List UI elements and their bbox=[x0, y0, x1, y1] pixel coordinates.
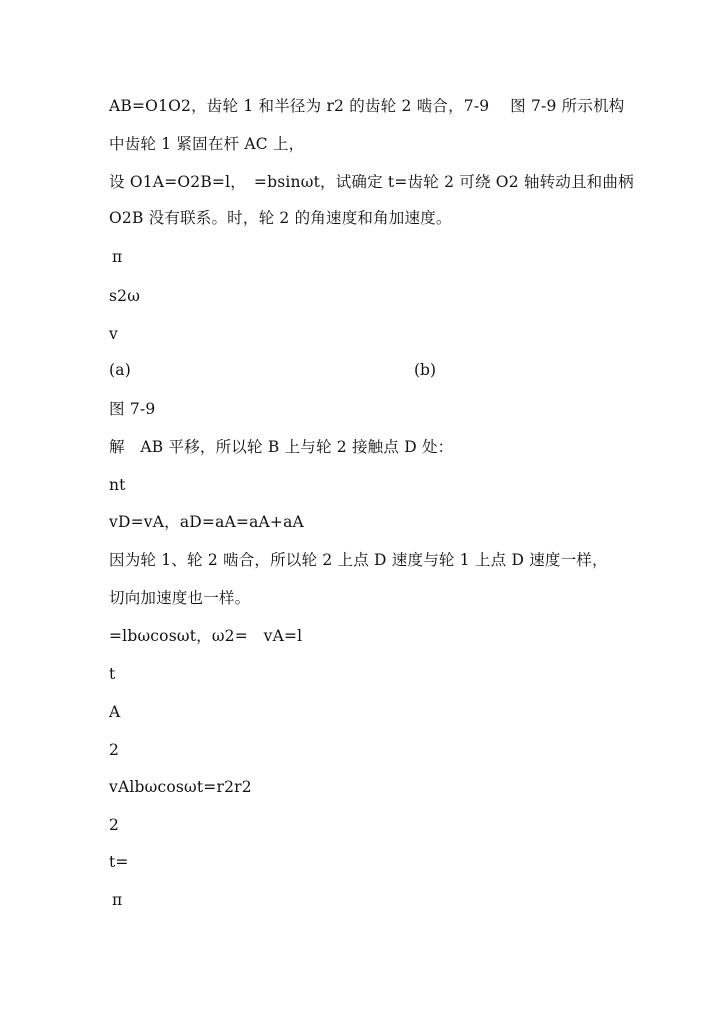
text-line-18: A bbox=[109, 703, 121, 721]
text-line-23: π bbox=[112, 891, 123, 909]
text-line-12: nt bbox=[109, 476, 126, 494]
text-line-19: 2 bbox=[109, 741, 120, 759]
text-line-2: 中齿轮 1 紧固在杆 AC 上， bbox=[109, 135, 305, 153]
text-line-21: 2 bbox=[109, 816, 120, 834]
figure-label-b: (b) bbox=[414, 361, 437, 379]
figure-caption: 图 7-9 bbox=[109, 400, 156, 418]
text-line-3: 设 O1A=O2B=l， =bsinωt，试确定 t=齿轮 2 可绕 O2 轴转动且和曲柄 bbox=[109, 173, 634, 191]
text-line-16: =lbωcosωt，ω2= vA=l bbox=[109, 627, 303, 645]
text-line-14: 因为轮 1、轮 2 啮合，所以轮 2 上点 D 速度与轮 1 上点 D 速度一样， bbox=[109, 551, 608, 569]
text-line-7: v bbox=[109, 325, 118, 343]
text-line-20: vAlbωcosωt=r2r2 bbox=[109, 778, 252, 796]
text-line-6: s2ω bbox=[109, 287, 141, 305]
text-line-1: AB=O1O2，齿轮 1 和半径为 r2 的齿轮 2 啮合，7-9 图 7-9 所示机构 bbox=[109, 97, 625, 115]
text-line-15: 切向加速度也一样。 bbox=[109, 589, 251, 607]
text-line-17: t bbox=[109, 665, 116, 683]
text-line-13: vD=vA，aD=aA=aA+aA bbox=[109, 513, 304, 531]
text-line-22: t= bbox=[109, 853, 129, 871]
text-line-5: π bbox=[112, 248, 123, 266]
text-line-4: O2B 没有联系。时，轮 2 的角速度和角加速度。 bbox=[109, 209, 452, 227]
text-line-solution: 解 AB 平移，所以轮 B 上与轮 2 接触点 D 处： bbox=[109, 438, 454, 456]
figure-label-a: (a) bbox=[109, 361, 131, 379]
